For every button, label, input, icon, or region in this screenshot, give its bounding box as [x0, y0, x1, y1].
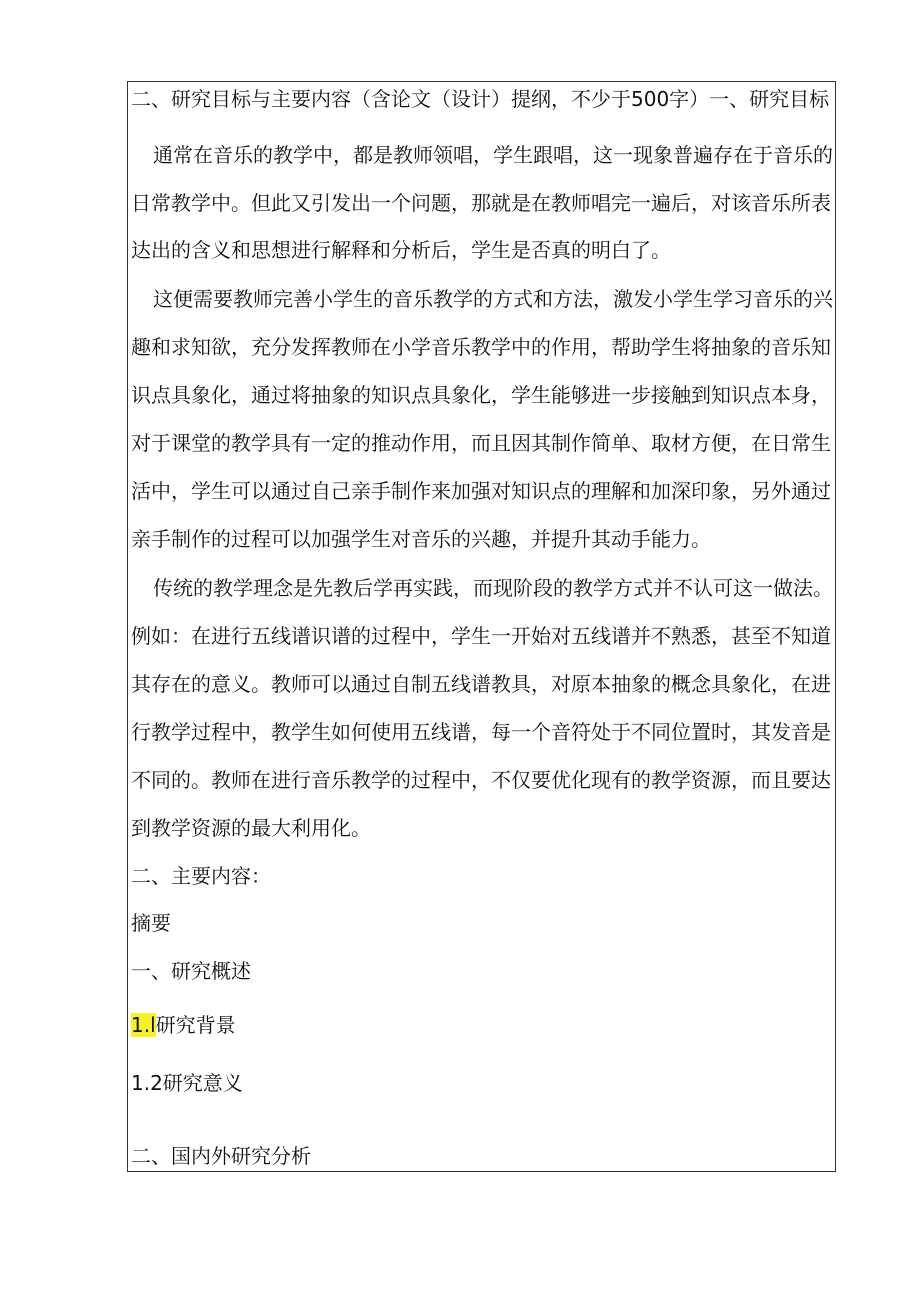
- outline-item-1-2: 1.2研究意义: [131, 1071, 243, 1095]
- paragraph-line: 到教学资源的最大利用化。: [131, 816, 371, 840]
- outline-item-2: 二、国内外研究分析: [131, 1144, 311, 1168]
- paragraph-line: 通常在音乐的教学中，都是教师领唱，学生跟唱，这一现象普遍存在于音乐的: [153, 143, 833, 167]
- main-content-heading: 二、主要内容：: [131, 864, 271, 888]
- outline-item-1-1: [131, 1012, 236, 1038]
- paragraph-line: 日常教学中。但此又引发出一个问题，那就是在教师唱完一遍后，对该音乐所表: [131, 191, 831, 215]
- abstract-label: 摘要: [131, 911, 171, 935]
- paragraph-line: 不同的。教师在进行音乐教学的过程中，不仅要优化现有的教学资源，而且要达: [131, 768, 831, 792]
- section-heading: 二、研究目标与主要内容（含论文（设计）提纲，不少于500字）一、研究目标: [131, 87, 830, 111]
- paragraph-line: 趣和求知欲，充分发挥教师在小学音乐教学中的作用，帮助学生将抽象的音乐知: [131, 335, 831, 359]
- outline-item: 一、研究概述: [131, 959, 251, 983]
- paragraph-line: 活中，学生可以通过自己亲手制作来加强对知识点的理解和加深印象，另外通过: [131, 479, 831, 503]
- paragraph-line: 这便需要教师完善小学生的音乐教学的方式和方法，激发小学生学习音乐的兴: [153, 287, 833, 311]
- paragraph-line: 例如：在进行五线谱识谱的过程中，学生一开始对五线谱并不熟悉，甚至不知道: [131, 624, 831, 648]
- paragraph-line: 对于课堂的教学具有一定的推动作用，而且因其制作简单、取材方便，在日常生: [131, 431, 831, 455]
- paragraph-line: 识点具象化，通过将抽象的知识点具象化，学生能够进一步接触到知识点本身，: [131, 383, 831, 407]
- paragraph-line: 行教学过程中，教学生如何使用五线谱，每一个音符处于不同位置时，其发音是: [131, 720, 831, 744]
- paragraph-line: 达出的含义和思想进行解释和分析后，学生是否真的明白了。: [131, 238, 671, 262]
- paragraph-line: 其存在的意义。教师可以通过自制五线谱教具，对原本抽象的概念具象化，在进: [131, 672, 831, 696]
- outline-item-label: 研究背景: [155, 1013, 236, 1037]
- highlighted-number: 1.l: [131, 1013, 156, 1037]
- paragraph-line: 亲手制作的过程可以加强学生对音乐的兴趣，并提升其动手能力。: [131, 527, 711, 551]
- paragraph-line: 传统的教学理念是先教后学再实践，而现阶段的教学方式并不认可这一做法。: [153, 576, 833, 600]
